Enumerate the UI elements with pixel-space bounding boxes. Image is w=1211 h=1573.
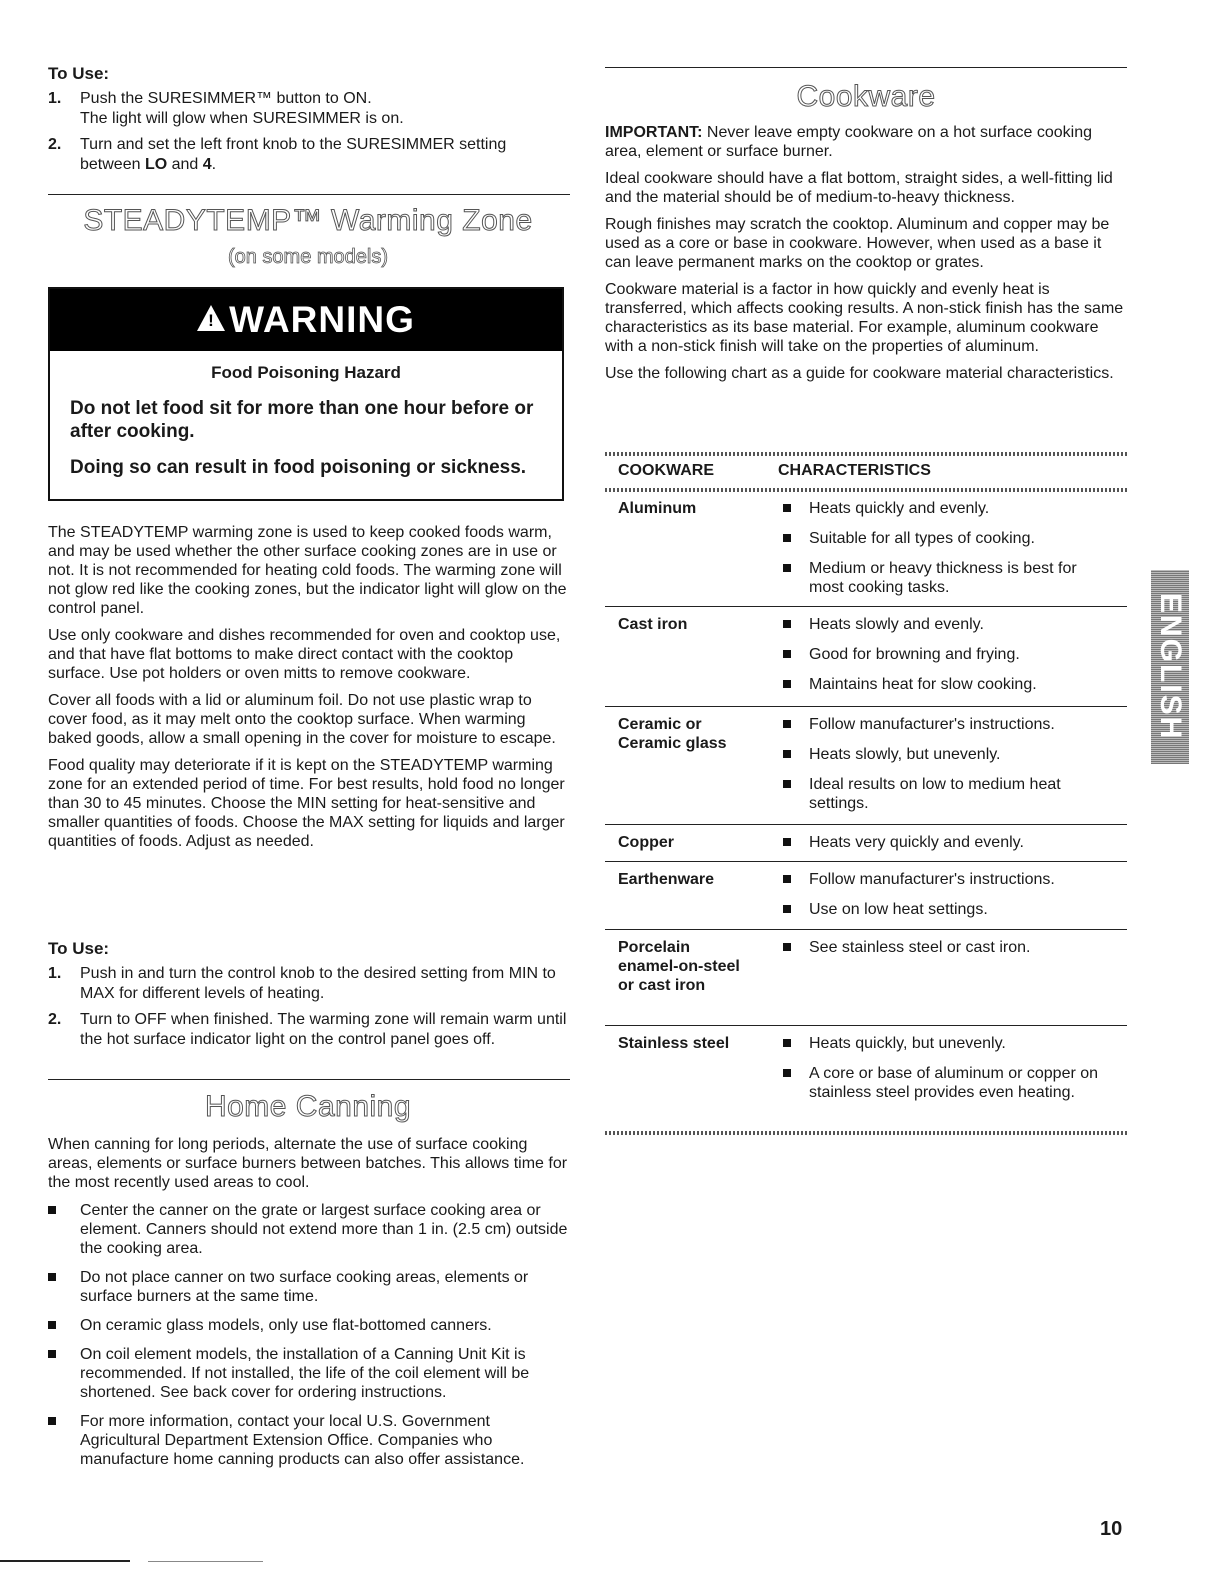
step-number: 2. <box>48 136 62 153</box>
characteristic-text: Maintains heat for slow cooking. <box>809 676 1037 693</box>
bullet-square-icon <box>783 680 791 688</box>
list-item <box>48 1268 568 1306</box>
bullet-square-icon <box>783 943 791 951</box>
table-row-stainless-steel <box>605 1025 1127 1126</box>
warning-banner <box>50 289 562 351</box>
bullet-square-icon <box>48 1350 56 1358</box>
bullet-text: For more information, contact your local U.S. Government Agricultural Department Extension Office. Companies who manufacture home canning products can also offer assistance. <box>80 1413 525 1468</box>
characteristic-item <box>773 559 1113 597</box>
characteristic-text: Suitable for all types of cooking. <box>809 530 1035 547</box>
paragraph: Use the following chart as a guide for cookware material characteristics. <box>605 365 1114 382</box>
characteristics-list <box>773 1034 1113 1113</box>
characteristic-text: Heats quickly and evenly. <box>809 500 990 517</box>
warning-box <box>48 287 564 501</box>
paragraph: Cover all foods with a lid or aluminum foil. Do not use plastic wrap to cover food, as it may melt onto the cooktop surface. When warming baked goods, allow a small opening in the cover for moisture to escape. <box>48 692 556 747</box>
list-item <box>48 1316 568 1335</box>
characteristic-text: Heats slowly, but unevenly. <box>809 746 1001 763</box>
to-use-steps-2 <box>48 964 568 1056</box>
table-row-porcelain <box>605 929 1127 1024</box>
bullet-text: Do not place canner on two surface cooking areas, elements or surface burners at the same time. <box>80 1269 529 1305</box>
column-header-characteristics: CHARACTERISTICS <box>778 462 931 479</box>
bullet-square-icon <box>783 750 791 758</box>
step-number: 1. <box>48 90 62 107</box>
list-item <box>48 1412 568 1469</box>
characteristic-text: A core or base of aluminum or copper on stainless steel provides even heating. <box>809 1065 1099 1101</box>
characteristic-item <box>773 745 1113 764</box>
bullet-square-icon <box>783 564 791 572</box>
steadytemp-body <box>48 523 568 859</box>
cookware-body <box>605 123 1127 391</box>
bullet-square-icon <box>48 1417 56 1425</box>
characteristics-list <box>773 938 1113 968</box>
characteristics-list <box>773 715 1113 824</box>
material-name: Stainless steel <box>618 1035 730 1052</box>
warning-label: WARNING <box>229 299 415 340</box>
important-paragraph <box>605 123 1127 161</box>
warning-text-1: Do not let food sit for more than one hour before or after cooking. <box>70 398 534 442</box>
step-text: Push the SURESIMMER™ button to ON. <box>80 90 372 107</box>
section-divider <box>48 1079 570 1080</box>
step-1 <box>48 89 568 129</box>
characteristic-text: Heats slowly and evenly. <box>809 616 984 633</box>
bullet-square-icon <box>783 780 791 788</box>
table-row-cast-iron <box>605 606 1127 707</box>
bullet-text: Center the canner on the grate or largest surface cooking area or element. Canners should not extend more than 1 in. (2.5 cm) outside the cooking area. <box>80 1202 568 1257</box>
bullet-square-icon <box>783 650 791 658</box>
table-row-earthenware <box>605 861 1127 930</box>
table-row-aluminum <box>605 491 1127 606</box>
bullet-square-icon <box>783 534 791 542</box>
paragraph: Use only cookware and dishes recommended for oven and cooktop use, and that have flat bottoms to make direct contact with the cooktop surface. Use pot holders or oven mitts to remove cookware. <box>48 627 561 682</box>
characteristic-text: See stainless steel or cast iron. <box>809 939 1031 956</box>
bullet-square-icon <box>783 504 791 512</box>
characteristics-list <box>773 499 1113 608</box>
footer-rule-2 <box>148 1561 263 1562</box>
step-text: Push in and turn the control knob to the desired setting from MIN to MAX for different levels of heating. <box>80 965 556 1002</box>
steadytemp-title: STEADYTEMP™ Warming Zone <box>83 204 533 237</box>
step-1 <box>48 964 568 1004</box>
section-divider <box>48 194 570 195</box>
characteristic-item <box>773 1034 1113 1053</box>
bullet-text: On ceramic glass models, only use flat-bottomed canners. <box>80 1317 492 1334</box>
step-text: and <box>167 156 203 173</box>
characteristic-item <box>773 833 1113 852</box>
paragraph: Cookware material is a factor in how quickly and evenly heat is transferred, which affects cooking results. A non-stick finish has the same characteristics as its base material. For example, aluminum cookware with a non-stick finish will take on the properties of aluminum. <box>605 281 1124 355</box>
characteristic-item <box>773 615 1113 634</box>
characteristic-item <box>773 645 1113 664</box>
step-2 <box>48 135 568 175</box>
material-name: Porcelain enamel-on-steel or cast iron <box>618 939 740 994</box>
paragraph: Rough finishes may scratch the cooktop. Aluminum and copper may be used as a core or base in cookware. However, when used as a base it can leave permanent marks on the cooktop or grates. <box>605 216 1110 271</box>
material-name: Ceramic or Ceramic glass <box>618 716 727 752</box>
warning-text-2: Doing so can result in food poisoning or sickness. <box>70 457 527 478</box>
step-text: Turn to OFF when finished. The warming zone will remain warm until the hot surface indicator light on the control panel goes off. <box>80 1011 567 1048</box>
to-use-steps-1 <box>48 89 568 181</box>
table-bottom-rule <box>605 1131 1127 1135</box>
step-number: 1. <box>48 965 62 982</box>
characteristic-text: Follow manufacturer's instructions. <box>809 871 1055 888</box>
to-use-heading-1: To Use: <box>48 64 110 83</box>
page-number: 10 <box>1100 1518 1123 1540</box>
characteristic-text: Heats very quickly and evenly. <box>809 834 1024 851</box>
step-text: Turn and set the left front knob to the SURESIMMER setting between <box>80 136 507 173</box>
material-name: Earthenware <box>618 871 715 888</box>
home-canning-title: Home Canning <box>204 1090 412 1123</box>
list-item <box>48 1201 568 1258</box>
characteristic-item <box>773 1064 1113 1102</box>
characteristic-item <box>773 938 1113 957</box>
canning-intro: When canning for long periods, alternate the use of surface cooking areas, elements or surface burners between batches. This allows time for the most recently used areas to cool. <box>48 1136 568 1191</box>
characteristics-list <box>773 615 1113 705</box>
table-row-copper <box>605 824 1127 862</box>
bullet-square-icon <box>48 1206 56 1214</box>
table-top-rule <box>605 452 1127 456</box>
bullet-square-icon <box>783 905 791 913</box>
to-use-heading-2: To Use: <box>48 939 110 958</box>
paragraph: Ideal cookware should have a flat bottom, straight sides, a well-fitting lid and the material should be of medium-to-heavy thickness. <box>605 170 1113 206</box>
bullet-text: On coil element models, the installation of a Canning Unit Kit is recommended. If not installed, the life of the coil element will be shortened. See back cover for ordering instructions. <box>80 1346 530 1401</box>
hazard-title: Food Poisoning Hazard <box>211 363 401 382</box>
language-side-tab: ENGLISH <box>1151 570 1189 764</box>
important-text: Never leave empty cookware on a hot surface cooking area, element or surface burner. <box>605 124 1093 160</box>
characteristic-item <box>773 870 1113 889</box>
paragraph: The STEADYTEMP warming zone is used to keep cooked foods warm, and may be used whether the other surface cooking zones are in use or not. It is not recommended for heating cold foods. The warming zone will not glow red like the cooking zones, but the indicator light will glow on the control panel. <box>48 524 567 617</box>
material-name: Aluminum <box>618 500 697 517</box>
bullet-square-icon <box>783 1039 791 1047</box>
material-name: Cast iron <box>618 616 688 633</box>
characteristic-item <box>773 715 1113 734</box>
bullet-square-icon <box>48 1273 56 1281</box>
step-text: . <box>211 156 217 173</box>
bullet-square-icon <box>783 720 791 728</box>
cookware-title: Cookware <box>796 80 936 113</box>
characteristic-item <box>773 900 1113 919</box>
bullet-square-icon <box>48 1321 56 1329</box>
step-2 <box>48 1010 568 1050</box>
step-bold: 4 <box>202 156 212 173</box>
warning-triangle-icon <box>197 305 225 331</box>
column-header-cookware: COOKWARE <box>618 462 714 479</box>
section-divider <box>605 67 1127 68</box>
characteristic-text: Good for browning and frying. <box>809 646 1020 663</box>
step-text-2: The light will glow when SURESIMMER is on. <box>80 110 404 127</box>
list-item <box>48 1345 568 1402</box>
paragraph: Food quality may deteriorate if it is kept on the STEADYTEMP warming zone for an extended period of time. For best results, hold food no longer than 30 to 45 minutes. Choose the MIN setting for heat-sensitive and smaller quantities of foods. Choose the MAX setting for liquids and larger quantities of foods. Adjust as needed. <box>48 757 565 850</box>
material-name: Copper <box>618 834 674 851</box>
bullet-square-icon <box>783 1069 791 1077</box>
characteristic-text: Ideal results on low to medium heat settings. <box>809 776 1061 812</box>
characteristics-list <box>773 833 1113 863</box>
bullet-square-icon <box>783 875 791 883</box>
steadytemp-subtitle: (on some models) <box>227 246 389 268</box>
bullet-square-icon <box>783 620 791 628</box>
characteristic-item <box>773 529 1113 548</box>
characteristic-text: Follow manufacturer's instructions. <box>809 716 1055 733</box>
step-number: 2. <box>48 1011 62 1028</box>
characteristics-list <box>773 870 1113 930</box>
characteristic-text: Use on low heat settings. <box>809 901 988 918</box>
characteristic-item <box>773 675 1113 694</box>
footer-rule <box>0 1560 130 1562</box>
bullet-square-icon <box>783 838 791 846</box>
important-label: IMPORTANT: <box>605 124 703 141</box>
canning-bullets <box>48 1201 568 1479</box>
characteristic-text: Medium or heavy thickness is best for most cooking tasks. <box>809 560 1077 596</box>
characteristic-text: Heats quickly, but unevenly. <box>809 1035 1006 1052</box>
characteristic-item <box>773 775 1113 813</box>
step-bold: LO <box>144 156 168 173</box>
characteristic-item <box>773 499 1113 518</box>
table-row-ceramic <box>605 706 1127 825</box>
